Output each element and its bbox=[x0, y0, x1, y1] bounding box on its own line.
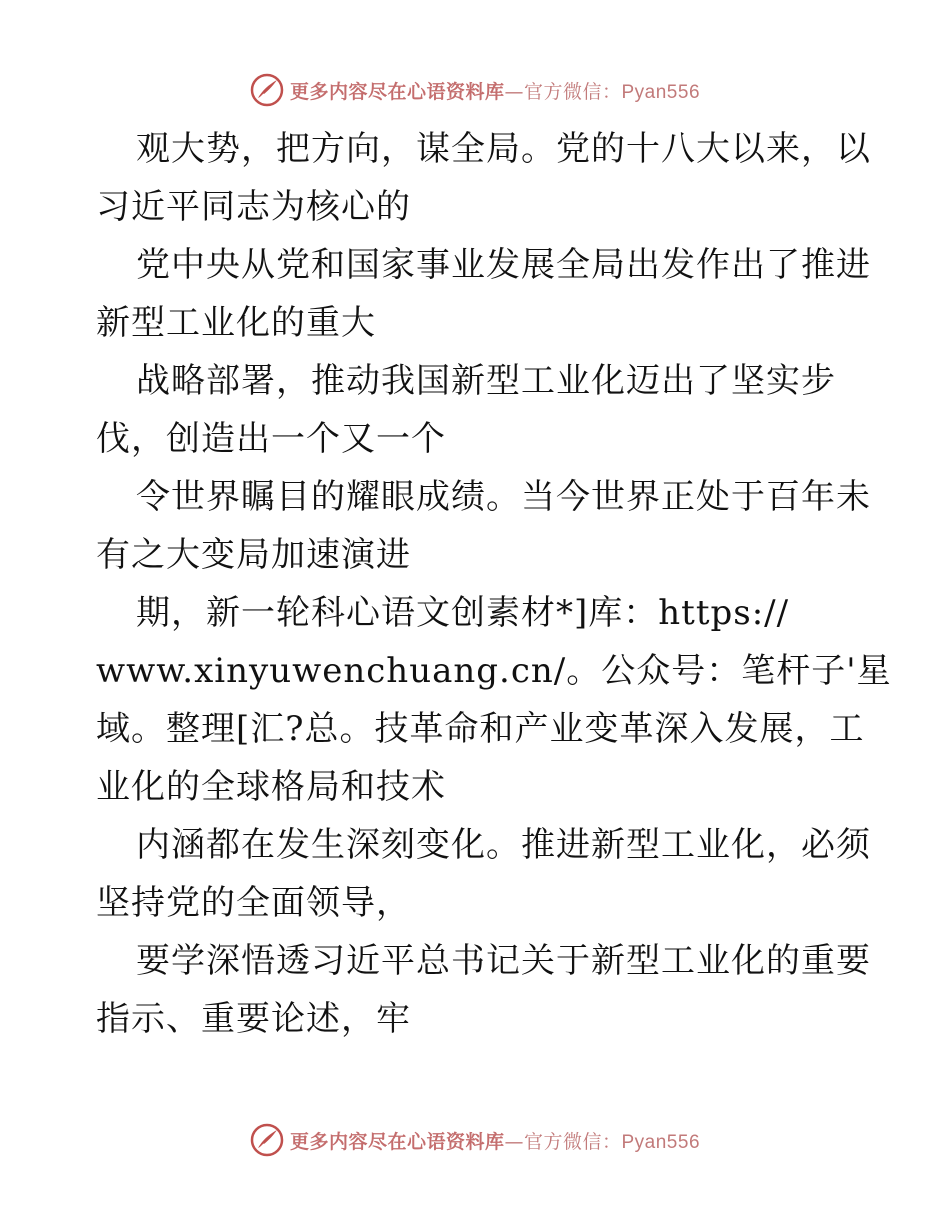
footer-banner-site: 更多内容尽在心语资料库 bbox=[289, 1130, 505, 1153]
text-line: 有之大变局加速演进 bbox=[96, 535, 411, 575]
paragraph bbox=[96, 816, 871, 932]
text-line: 内涵都在发生深刻变化。推进新型工业化，必须 bbox=[136, 825, 871, 865]
header-banner-text bbox=[290, 77, 700, 104]
text-line: 新型工业化的重大 bbox=[96, 303, 376, 343]
paragraph bbox=[96, 468, 871, 584]
paragraph bbox=[96, 120, 871, 236]
paragraph bbox=[96, 584, 892, 816]
text-line: 战略部署，推动我国新型工业化迈出了坚实步 bbox=[136, 361, 836, 401]
text-line: 业化的全球格局和技术 bbox=[96, 767, 446, 807]
text-line: 伐，创造出一个又一个 bbox=[96, 419, 446, 459]
paragraph bbox=[96, 236, 871, 352]
document-body bbox=[96, 120, 892, 1048]
header-banner-dash: — bbox=[504, 80, 524, 103]
quill-logo-icon bbox=[250, 73, 284, 107]
text-line: 指示、重要论述，牢 bbox=[96, 999, 411, 1039]
text-line: 令世界瞩目的耀眼成绩。当今世界正处于百年未 bbox=[136, 477, 871, 517]
footer-banner-dash: — bbox=[504, 1130, 524, 1153]
header-banner bbox=[0, 70, 950, 110]
footer-banner-wechat: 官方微信：Pyan556 bbox=[524, 1131, 701, 1153]
footer-banner-text bbox=[290, 1127, 700, 1154]
text-line: 党中央从党和国家事业发展全局出发作出了推进 bbox=[136, 245, 871, 285]
footer-banner bbox=[0, 1120, 950, 1160]
quill-logo-icon bbox=[250, 1123, 284, 1157]
text-line: 期，新一轮科心语文创素材*]库：https:// bbox=[136, 593, 790, 633]
header-banner-wechat: 官方微信：Pyan556 bbox=[524, 81, 701, 103]
text-line: 域。整理[汇?总。技革命和产业变革深入发展，工 bbox=[96, 709, 865, 749]
header-banner-site: 更多内容尽在心语资料库 bbox=[289, 80, 505, 103]
paragraph bbox=[96, 352, 856, 468]
text-line: 观大势，把方向，谋全局。党的十八大以来，以 bbox=[136, 129, 871, 169]
paragraph bbox=[96, 932, 871, 1048]
text-line: 习近平同志为核心的 bbox=[96, 187, 411, 227]
text-line: 要学深悟透习近平总书记关于新型工业化的重要 bbox=[136, 941, 871, 981]
text-line: 坚持党的全面领导， bbox=[96, 883, 411, 923]
text-line: www.xinyuwenchuang.cn/。公众号：笔杆子'星 bbox=[96, 651, 892, 691]
